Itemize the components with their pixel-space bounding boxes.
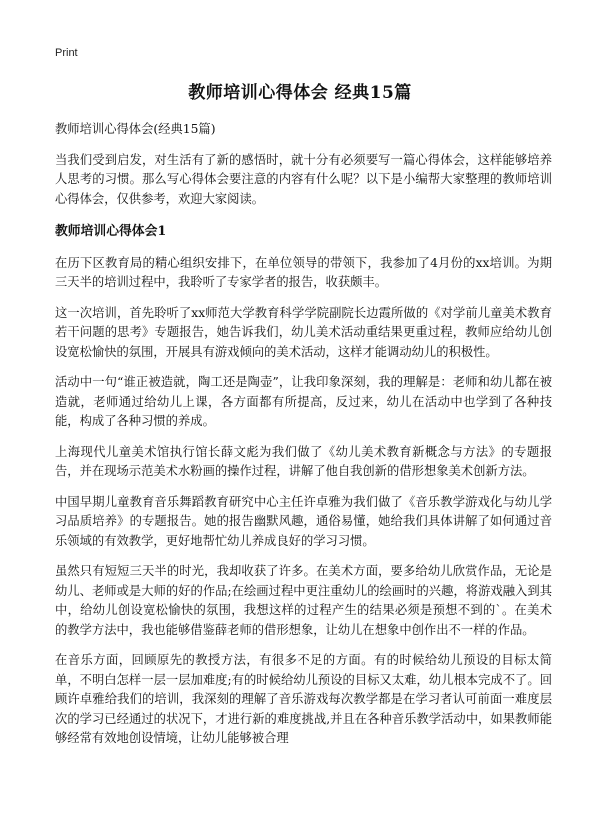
section-heading: 教师培训心得体会1 (55, 224, 167, 239)
paragraph-6: 虽然只有短短三天半的时光，我却收获了许多。在美术方面，要多给幼儿欣赏作品，无论是幼儿、老师或是大师的好的作品;在绘画过程中更注重幼儿的绘画时的兴趣，将游戏融入到其中，给幼儿创设宽松愉快的氛围，我想这样的过程产生的结果必须是预想不到的`。在美术的教学方法中，我也能够借鉴薛老师的借形想象，让幼儿在想象中创作出不一样的作品。 (55, 564, 552, 637)
paragraph-1: 在历下区教育局的精心组织安排下，在单位领导的带领下，我参加了4月份的xx培训。为期三天半的培训过程中，我聆听了专家学者的报告，收获颇丰。 (55, 255, 552, 289)
page-title: 教师培训心得体会 经典15篇 (188, 83, 412, 103)
article-body (55, 120, 552, 760)
paragraph-7: 在音乐方面，回顾原先的教授方法，有很多不足的方面。有的时候给幼儿预设的目标太简单，不明白怎样一层一层加难度;有的时候给幼儿预设的目标又太难，幼儿根本完成不了。回顾许卓雅给我们的培训，我深刻的理解了音乐游戏每次教学都是在学习者认可前面一难度层次的学习已经通过的状况下，才进行新的难度挑战,并且在各种音乐教学活动中，如果教师能够经常有效地创设情境，让幼儿能够被合理 (55, 653, 552, 745)
paragraph-2: 这一次培训，首先聆听了xx师范大学教育科学学院副院长边霞所做的《对学前儿童美术教育若干问题的思考》专题报告，她告诉我们，幼儿美术活动重结果更重过程，教师应给幼儿创设宽松愉快的氛围，开展具有游戏倾向的美术活动，这样才能调动幼儿的积极性。 (55, 305, 552, 359)
article-subtitle: 教师培训心得体会(经典15篇) (55, 122, 216, 136)
paragraph-5: 中国早期儿童教育音乐舞蹈教育研究中心主任许卓雅为我们做了《音乐教学游戏化与幼儿学习品质培养》的专题报告。她的报告幽默风趣，通俗易懂，她给我们具体讲解了如何通过音乐领域的有效教学，更好地帮忙幼儿养成良好的学习习惯。 (55, 494, 552, 548)
print-link[interactable]: Print (55, 47, 78, 59)
paragraph-4: 上海现代儿童美术馆执行馆长薛文彪为我们做了《幼儿美术教育新概念与方法》的专题报告，并在现场示范美术水粉画的操作过程，讲解了他自我创新的借形想象美术创新方法。 (55, 444, 552, 478)
paragraph-3: 活动中一句“谁正被造就，陶工还是陶壶”，让我印象深刻，我的理解是：老师和幼儿都在被造就，老师通过给幼儿上课，各方面都有所提高，反过来，幼儿在活动中也学到了各种技能，构成了各种习惯的养成。 (55, 375, 552, 428)
intro-paragraph: 当我们受到启发，对生活有了新的感悟时，就十分有必须要写一篇心得体会，这样能够培养人思考的习惯。那么写心得体会要注意的内容有什么呢？以下是小编帮大家整理的教师培训心得体会，仅供参考，欢迎大家阅读。 (55, 152, 552, 206)
